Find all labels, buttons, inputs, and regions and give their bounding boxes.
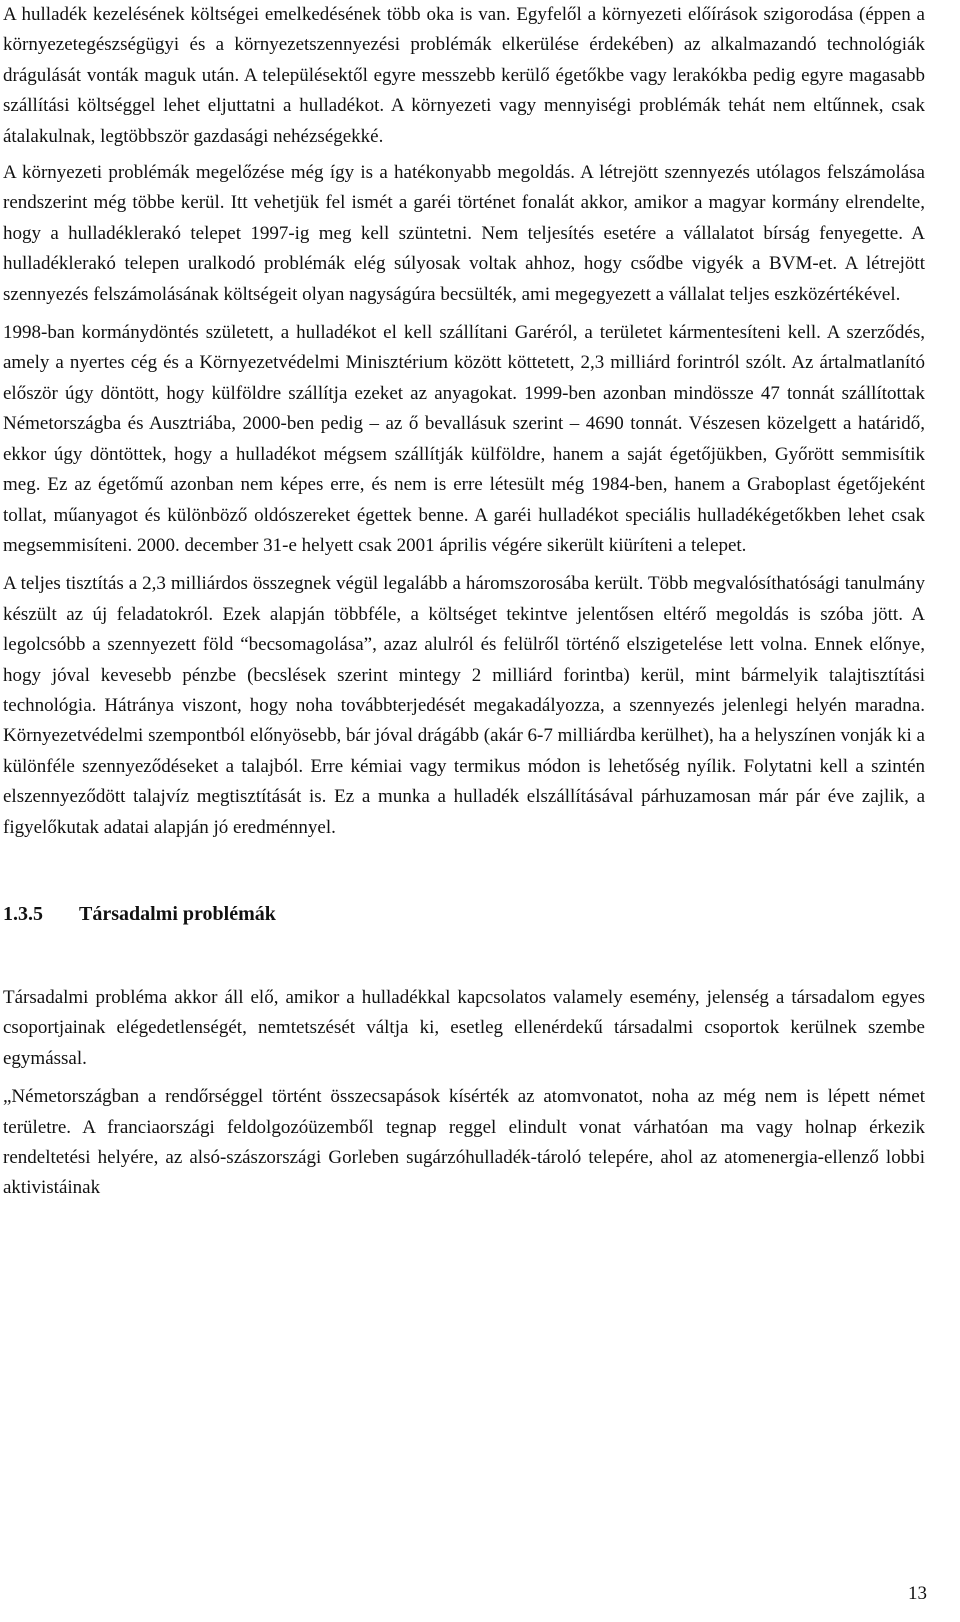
paragraph-quote: „Németországban a rendőrséggel történt összecsapások kísérték az atomvonatot, noha az még nem is lépett német területre. A franciaországi feldolgozóüzemből tegnap reggel elindult vonat várhatóan ma vagy holnap érkezik rendeltetési helyére, az alsó-szászországi Gorleben sugárzóhulladék-tároló telepére, ahol az atomenergia-ellenző lobbi aktivistáinak — [3, 1086, 925, 1199]
paragraph-government-decision: 1998-ban kormánydöntés született, a hulladékot el kell szállítani Garéról, a területet kármentesíteni kell. A szerződés, amely a nyertes cég és a Környezetvédelmi Minisztérium között köttetett, 2,3 milliárd forintról szólt. Az ártalmatlanító először úgy döntött, hogy külföldre szállítja ezeket az anyagokat. 1999-ben azonban mindössze 47 tonnát szállítottak Németországba és Ausztriába, 2000-ben pedig – az ő bevallásuk szerint – 4690 tonnát. Vészesen közelgett a határidő, ekkor úgy döntöttek, hogy a hulladékot mégsem szállítják külföldre, hanem a saját égetőjükben, Győrött semmisítik meg. Ez az égetőmű azonban nem képes erre, és nem is erre létesült még 1984-ben, hanem a Graboplast égetőjeként tollat, műanyagot és különböző oldószereket égettek benne. A garéi hulladékot speciális hulladékégetőkben lehet csak megsemmisíteni. 2000. december 31-e helyett csak 2001 április végére sikerült kiüríteni a telepet. — [3, 322, 925, 556]
document-page — [3, 0, 925, 1204]
section-number: 1.3.5 — [3, 902, 43, 925]
paragraph-waste-costs: A hulladék kezelésének költségei emelkedésének több oka is van. Egyfelől a környezeti előírások szigorodása (éppen a környezetegészségügyi és a környezetszennyezési problémák elkerülése érdekében) az alkalmazandó technológiák drágulását vonták maguk után. A településektől egyre messzebb kerülő égetőkbe vagy lerakókba pedig egyre magasabb szállítási költséggel lehet eljuttatni a hulladékot. A környezeti vagy mennyiségi problémák tehát nem eltűnnek, csak átalakulnak, legtöbbször gazdasági nehézségekké. — [3, 4, 925, 147]
section-title: Társadalmi problémák — [79, 902, 276, 925]
paragraph-prevention: A környezeti problémák megelőzése még így is a hatékonyabb megoldás. A létrejött szennyezés utólagos felszámolása rendszerint még többe kerül. Itt vehetjük fel ismét a garéi történet fonalát akkor, amikor a magyar kormány elrendelte, hogy a hulladéklerakó telepet 1997-ig meg kell szüntetni. Nem teljesítés esetére a vállalatot bírság fenyegette. A hulladéklerakó telepen uralkodó problémák elég súlyosak voltak ahhoz, hogy csődbe vigyék a BVM-et. A létrejött szennyezés felszámolásának költségeit olyan nagyságúra becsülték, ami megegyezett a vállalat teljes eszközértékével. — [3, 162, 925, 305]
section-heading — [3, 899, 925, 929]
paragraph-social-problem: Társadalmi probléma akkor áll elő, amikor a hulladékkal kapcsolatos valamely esemény, jelenség a társadalom egyes csoportjainak elégedetlenségét, nemtetszését váltja ki, esetleg ellenérdekű társadalmi csoportok kerülnek szembe egymással. — [3, 986, 925, 1069]
page-number: 13 — [908, 1583, 927, 1604]
paragraph-full-cleanup: A teljes tisztítás a 2,3 milliárdos összegnek végül legalább a háromszorosába került. Több megvalósíthatósági tanulmány készült az új feladatokról. Ezek alapján többféle, a költséget tekintve jelentősen eltérő megoldás is szóba jött. A legolcsóbb a szennyezett föld “becsomagolása”, azaz alulról és felülről történő elszigetelése lett volna. Ennek előnye, hogy jóval kevesebb pénzbe (becslések szerint mintegy 2 milliárd forintba) kerül, mint bármelyik talajtisztítási technológia. Hátránya viszont, hogy noha továbbterjedését megakadályozza, a szennyezés jelenlegi helyén maradna. Környezetvédelmi szempontból előnyösebb, bár jóval drágább (akár 6-7 milliárdba kerülhet), ha a helyszínen vonják ki a különféle szennyeződéseket a talajból. Erre kémiai vagy termikus módon is lehetőség nyílik. Folytatni kell a szintén elszennyeződött talajvíz megtisztítását is. Ez a munka a hulladék elszállításával párhuzamosan már pár éve zajlik, a figyelőkutak adatai alapján jó eredménnyel. — [3, 573, 925, 838]
